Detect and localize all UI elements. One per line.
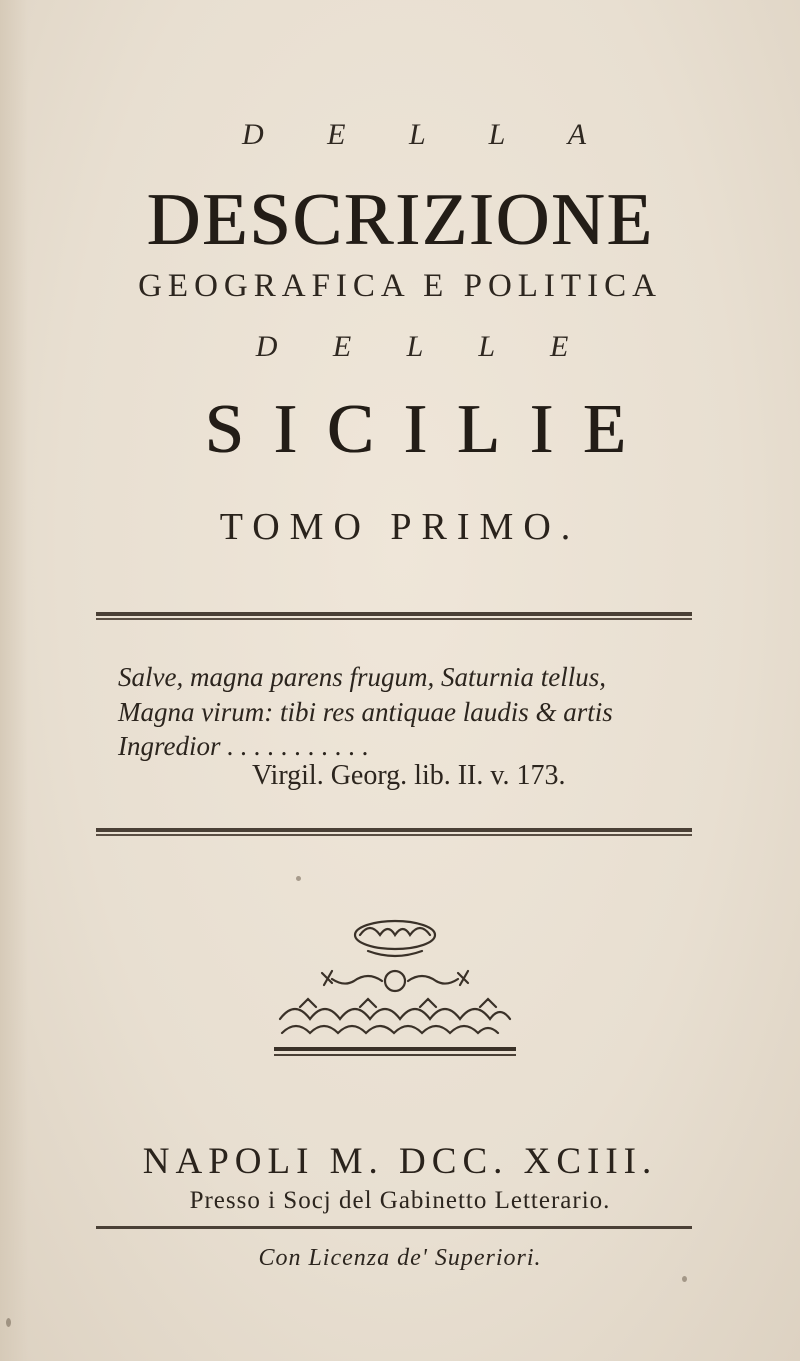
title-delle: D E L L E — [255, 330, 593, 363]
epigraph-verse-1: Salve, magna parens frugum, Saturnia tellus, — [118, 662, 606, 692]
epigraph-citation: Virgil. Georg. lib. II. v. 173. — [252, 760, 566, 791]
imprint-license: Con Licenza de' Superiori. — [258, 1245, 542, 1271]
foxing-spot — [296, 876, 301, 881]
epigraph-verse-3: Ingredior . . . . . . . . . . . — [118, 731, 369, 761]
volume-label: TOMO PRIMO. — [219, 506, 581, 548]
ornamental-rule-top — [96, 612, 692, 622]
imprint-publisher: Presso i Socj del Gabinetto Letterario. — [189, 1187, 611, 1214]
foxing-spot — [682, 1276, 687, 1282]
foxing-spot — [6, 1318, 11, 1327]
title-descrizione: DESCRIZIONE — [146, 179, 654, 261]
printer-ornament-icon — [260, 915, 530, 1065]
title-della: D E L L A — [241, 118, 615, 151]
ornamental-rule-middle — [96, 828, 692, 838]
title-subtitle: GEOGRAFICA E POLITICA — [138, 268, 662, 304]
epigraph-verse-2: Magna virum: tibi res antiquae laudis & artis — [118, 697, 613, 727]
title-sicilie: SICILIE — [204, 391, 656, 468]
ornamental-rule-bottom — [96, 1226, 692, 1232]
imprint-place-date: NAPOLI M. DCC. XCIII. — [142, 1141, 658, 1182]
